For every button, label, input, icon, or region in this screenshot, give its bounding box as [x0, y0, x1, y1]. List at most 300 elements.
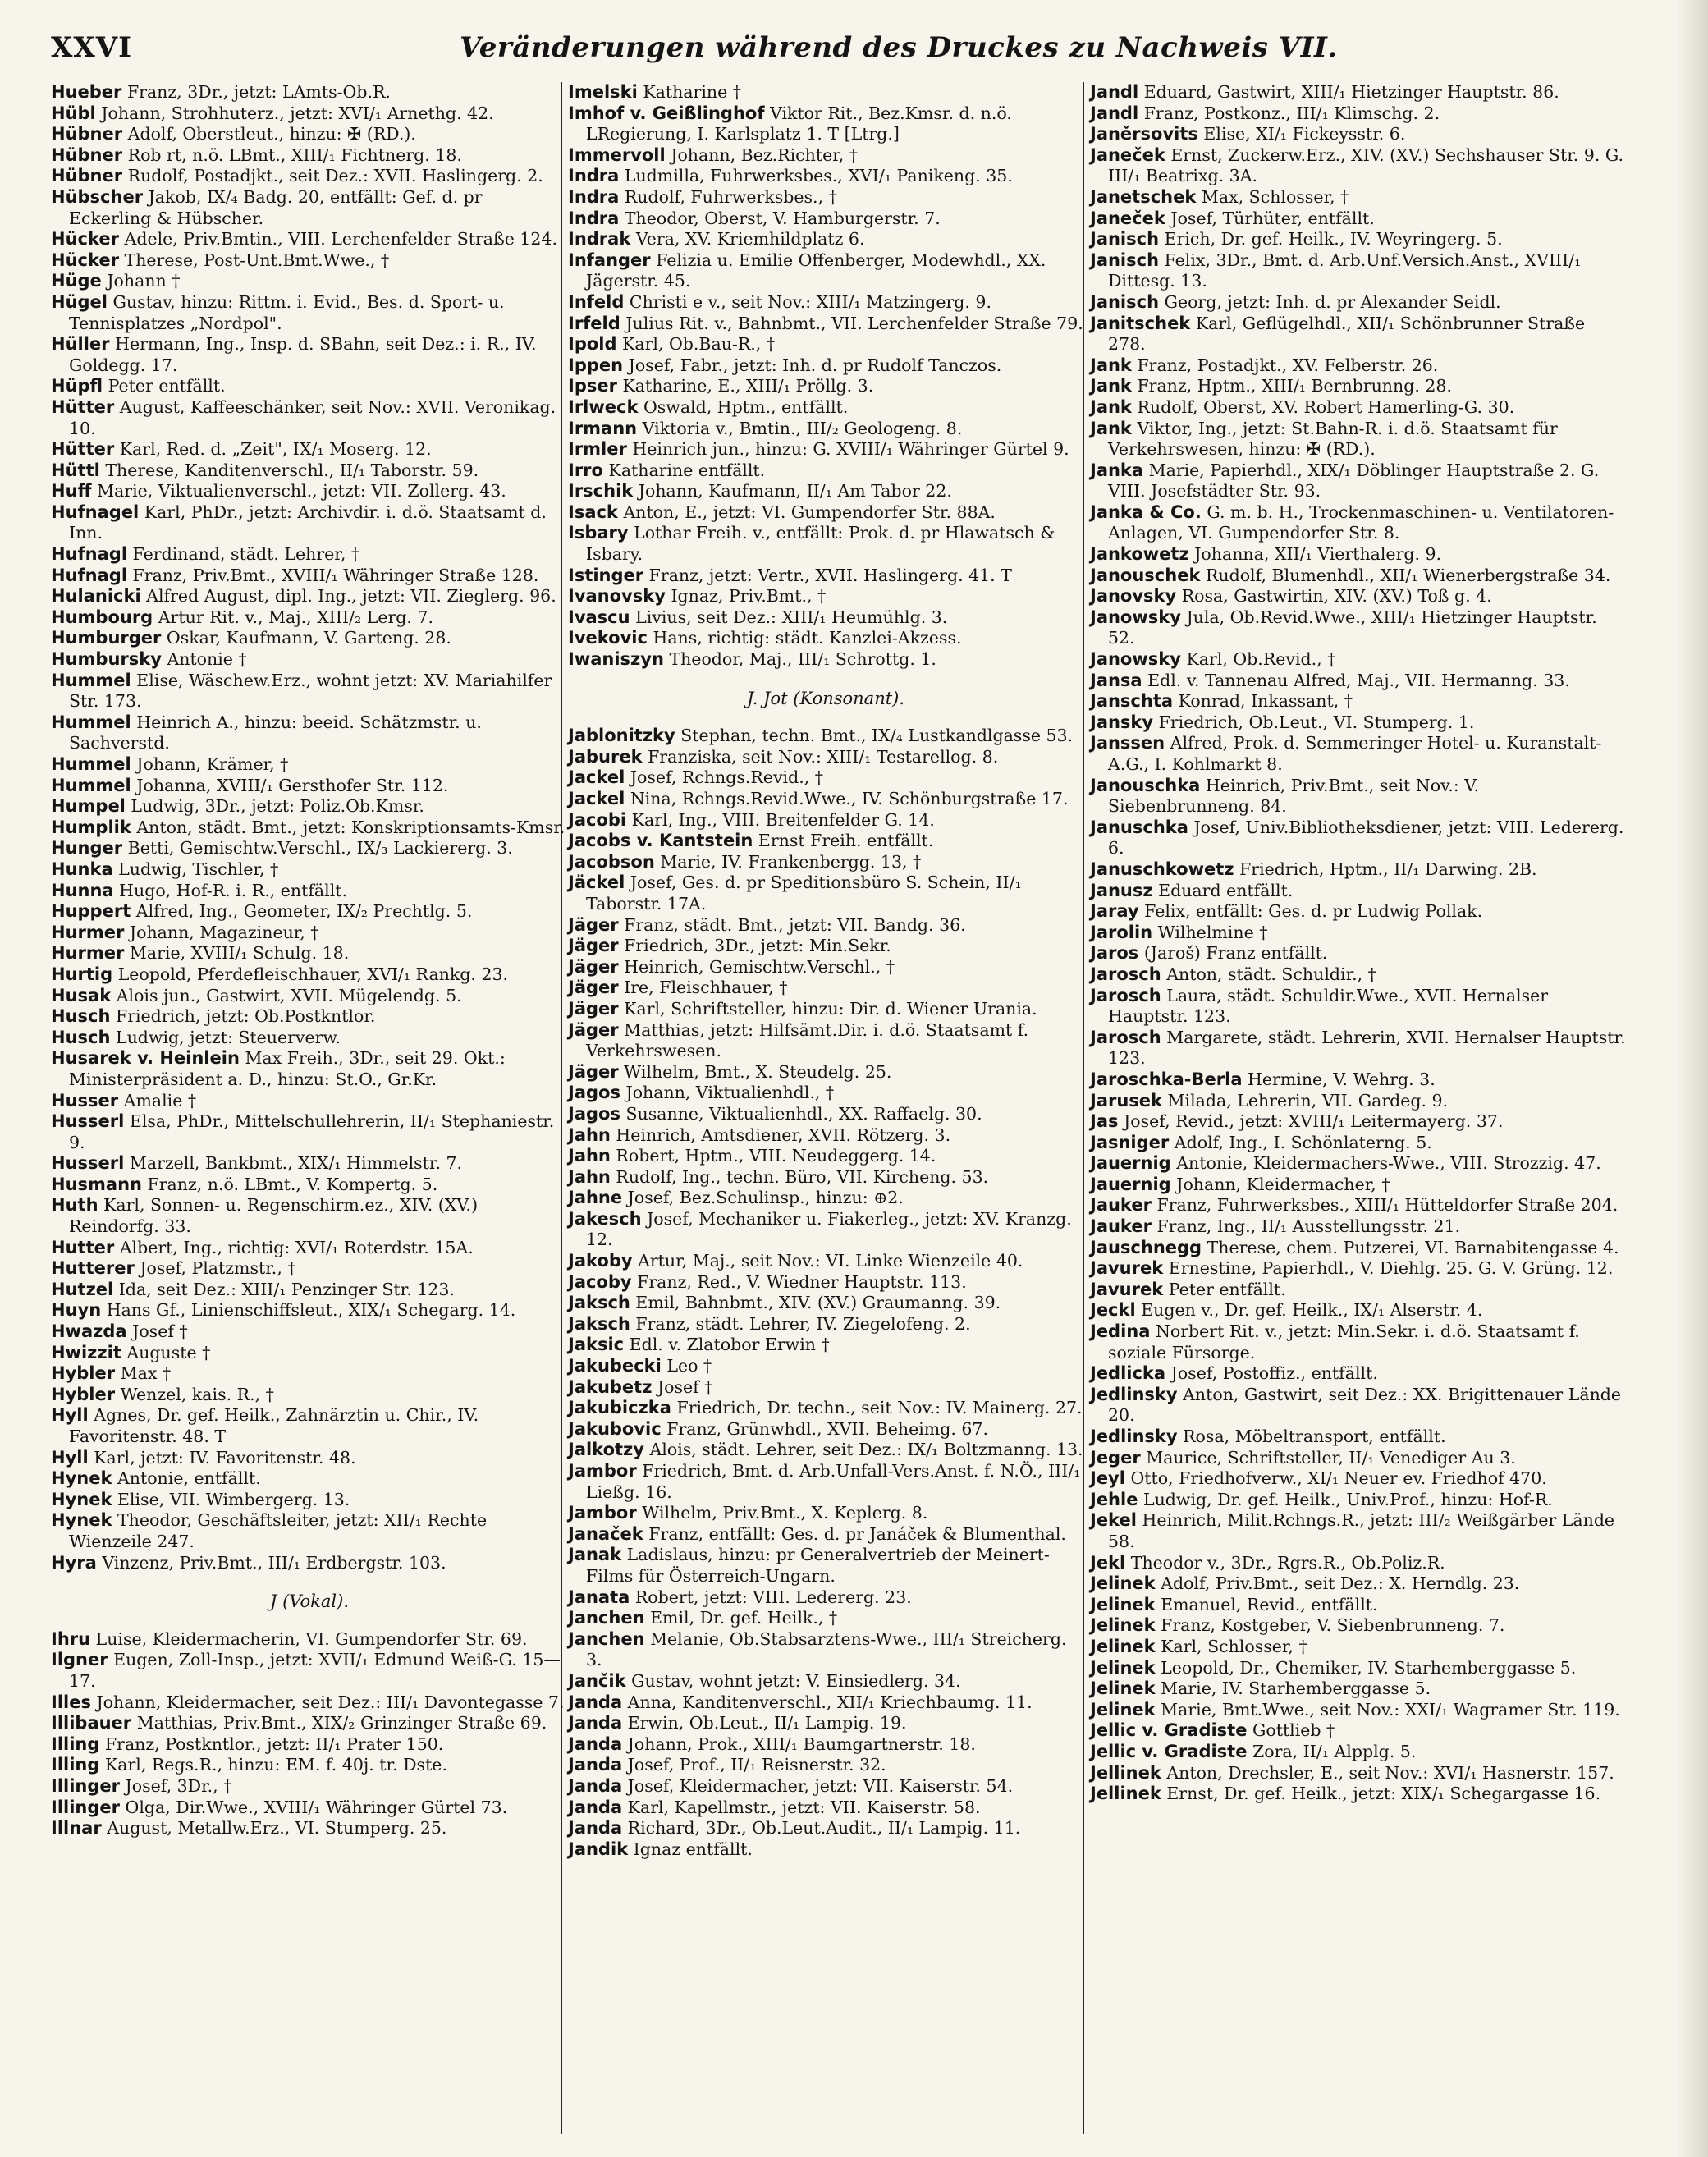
entry-details: Johann, Prok., XIII/₁ Baumgartnerstr. 18. — [627, 1733, 976, 1754]
entry-details: Theodor v., 3Dr., Rgrs.R., Ob.Poliz.R. — [1130, 1552, 1445, 1573]
directory-entry — [51, 671, 568, 712]
directory-entry — [51, 397, 568, 439]
entry-details: Wilhelmine † — [1157, 922, 1268, 942]
entry-details: Karl, Geflügelhdl., XII/₁ Schönbrunner Straße 278. — [1108, 313, 1586, 355]
directory-column-3 — [1090, 82, 1628, 1805]
entry-details: Leopold, Dr., Chemiker, IV. Starhemberggasse 5. — [1161, 1657, 1577, 1678]
directory-entry — [51, 1363, 568, 1385]
entry-details: Albert, Ing., richtig: XVI/₁ Roterdstr. 15A. — [119, 1237, 474, 1257]
entry-surname: Jaray — [1090, 901, 1139, 922]
entry-details: Felix, 3Dr., Bmt. d. Arb.Unf.Versich.Anst., XVIII/₁ Dittesg. 13. — [1108, 250, 1582, 291]
entry-details: Josef, Bez.Schulinsp., hinzu: ⊕2. — [627, 1188, 904, 1208]
directory-entry — [568, 1671, 1083, 1692]
entry-surname: Jakesch — [568, 1208, 642, 1229]
entry-surname: Hübner — [51, 144, 123, 165]
directory-entry — [51, 1510, 568, 1552]
directory-entry — [1090, 544, 1628, 566]
directory-entry — [51, 1713, 568, 1734]
entry-surname: Jagos — [568, 1103, 620, 1124]
entry-surname: Jauernig — [1090, 1153, 1171, 1174]
entry-details: Franz, jetzt: Vertr., XVII. Haslingerg. 41. T — [648, 565, 1012, 585]
entry-details: Emil, Dr. gef. Heilk., † — [650, 1608, 838, 1628]
entry-surname: Indra — [568, 208, 620, 228]
entry-surname: Husarek v. Heinlein — [51, 1048, 240, 1069]
entry-details: (Jaroš) Franz entfällt. — [1143, 943, 1328, 964]
entry-surname: Janaček — [568, 1523, 643, 1544]
directory-entry — [1090, 733, 1628, 775]
entry-surname: Hüttl — [51, 460, 100, 480]
entry-surname: Ilgner — [51, 1650, 108, 1670]
directory-entry — [568, 649, 1083, 671]
entry-surname: Ihru — [51, 1628, 91, 1649]
entry-details: Adolf, Priv.Bmt., seit Dez.: X. Herndlg. 23. — [1161, 1573, 1520, 1594]
entry-details: Hermann, Ing., Insp. d. SBahn, seit Dez.: i. R., IV. Goldegg. 17. — [69, 334, 537, 375]
directory-entry — [51, 1321, 568, 1343]
directory-entry — [568, 1377, 1083, 1399]
entry-details: Felizia u. Emilie Offenberger, Modewhdl., XX. Jägerstr. 45. — [586, 250, 1046, 291]
directory-entry — [568, 145, 1083, 167]
directory-entry — [1090, 943, 1628, 964]
entry-details: Elise, VII. Wimbergerg. 13. — [117, 1489, 350, 1509]
entry-surname: Jaroschka-Berla — [1090, 1069, 1243, 1089]
entry-surname: Janssen — [1090, 733, 1165, 753]
entry-surname: Jelinek — [1090, 1657, 1156, 1678]
directory-entry — [1090, 1763, 1628, 1784]
directory-entry — [568, 810, 1083, 831]
running-head: Veränderungen während des Druckes zu Nachweis VII. — [460, 31, 1338, 64]
directory-entry — [51, 82, 568, 103]
entry-surname: Jacobson — [568, 851, 655, 872]
entry-details: Jakob, IX/₄ Badg. 20, entfällt: Gef. d. pr Eckerling & Hübscher. — [69, 186, 483, 228]
entry-details: Karl, Ing., VIII. Breitenfelder G. 14. — [631, 809, 935, 830]
entry-surname: Jambor — [568, 1503, 637, 1523]
section-heading: J (Vokal). — [270, 1591, 349, 1612]
entry-details: Theodor, Geschäftsleiter, jetzt: XII/₁ Rechte Wienzeile 247. — [69, 1510, 488, 1551]
entry-surname: Javurek — [1090, 1258, 1164, 1279]
entry-details: Franz, Postadjkt., XV. Felberstr. 26. — [1137, 355, 1439, 375]
entry-surname: Hübner — [51, 124, 123, 144]
directory-entry — [568, 460, 1083, 482]
directory-entry — [568, 208, 1083, 230]
directory-entry — [568, 1755, 1083, 1776]
directory-entry — [568, 1209, 1083, 1251]
directory-entry — [568, 439, 1083, 460]
entry-surname: Illibauer — [51, 1713, 132, 1733]
directory-entry — [51, 1280, 568, 1301]
directory-entry — [1090, 1615, 1628, 1637]
directory-entry — [568, 1356, 1083, 1377]
page-number: XXVI — [51, 31, 133, 64]
directory-entry — [568, 1503, 1083, 1524]
entry-surname: Jellinek — [1090, 1762, 1161, 1783]
entry-details: Johann, Krämer, † — [136, 754, 289, 774]
directory-entry — [568, 1461, 1083, 1503]
entry-details: Zora, II/₁ Alpplg. 5. — [1252, 1741, 1417, 1761]
entry-surname: Janeček — [1090, 208, 1165, 228]
entry-details: Heinrich, Milit.Rchngs.R., jetzt: III/₂ Weißgärber Lände 58. — [1108, 1510, 1615, 1551]
entry-details: Friedrich, Hptm., II/₁ Darwing. 2B. — [1239, 859, 1537, 879]
entry-surname: Hütter — [51, 396, 115, 417]
entry-surname: Indrak — [568, 229, 631, 250]
directory-entry — [1090, 1595, 1628, 1616]
entry-surname: Jas — [1090, 1111, 1119, 1132]
directory-entry — [568, 1188, 1083, 1209]
entry-details: Therese, Post-Unt.Bmt.Wwe., † — [124, 250, 390, 270]
entry-surname: Ippen — [568, 355, 624, 375]
directory-entry — [51, 1175, 568, 1196]
entry-surname: Husch — [51, 1027, 111, 1047]
entry-surname: Humplik — [51, 817, 131, 837]
entry-details: Vinzenz, Priv.Bmt., III/₁ Erdbergstr. 103. — [102, 1552, 446, 1573]
entry-surname: Hueber — [51, 82, 122, 102]
entry-surname: Januschkowetz — [1090, 859, 1234, 879]
directory-entry — [568, 481, 1083, 502]
directory-entry — [1090, 229, 1628, 250]
entry-surname: Jarosch — [1090, 964, 1161, 984]
entry-surname: Jahne — [568, 1188, 623, 1208]
entry-surname: Janda — [568, 1818, 623, 1839]
entry-surname: Husser — [51, 1090, 119, 1111]
directory-entry — [568, 1608, 1083, 1629]
entry-surname: Jank — [1090, 418, 1132, 438]
directory-entry — [51, 292, 568, 334]
entry-surname: Jančik — [568, 1670, 626, 1691]
entry-details: Marie, IV. Frankenbergg. 13, † — [660, 851, 922, 872]
directory-entry — [568, 936, 1083, 957]
directory-entry — [568, 1146, 1083, 1167]
entry-surname: Jarosch — [1090, 1027, 1161, 1047]
directory-entry — [51, 586, 568, 607]
directory-entry — [568, 789, 1083, 810]
entry-details: Peter entfällt. — [108, 376, 226, 396]
directory-entry — [51, 1692, 568, 1714]
entry-details: Ida, seit Dez.: XIII/₁ Penzinger Str. 123. — [118, 1279, 455, 1299]
entry-details: Ludwig, Tischler, † — [118, 859, 279, 879]
entry-details: Franz, n.ö. LBmt., V. Kompertg. 5. — [147, 1174, 438, 1194]
directory-entry — [1090, 1216, 1628, 1238]
entry-surname: Jäger — [568, 978, 619, 998]
directory-entry — [1090, 1427, 1628, 1448]
entry-surname: Jacobi — [568, 809, 627, 830]
entry-details: G. m. b. H., Trockenmaschinen- u. Ventilatoren-Anlagen, VI. Gumpendorfer Str. 8. — [1108, 501, 1614, 543]
entry-surname: Jelinek — [1090, 1636, 1156, 1656]
directory-entry — [568, 523, 1083, 565]
entry-surname: Imhof v. Geißlinghof — [568, 103, 765, 123]
directory-entry — [51, 964, 568, 986]
directory-entry — [1090, 1091, 1628, 1112]
directory-entry — [51, 923, 568, 944]
entry-details: Maurice, Schriftsteller, II/₁ Venediger Au 3. — [1146, 1447, 1516, 1468]
directory-entry — [568, 957, 1083, 978]
entry-details: Elsa, PhDr., Mittelschullehrerin, II/₁ Stephaniestr. 9. — [69, 1111, 555, 1152]
entry-surname: Infeld — [568, 291, 625, 312]
entry-details: Lothar Freih. v., entfällt: Prok. d. pr Hlawatsch & Isbary. — [586, 523, 1055, 565]
entry-details: Josef † — [657, 1376, 713, 1397]
entry-details: Max, Schlosser, † — [1201, 186, 1349, 207]
directory-entry — [1090, 586, 1628, 607]
entry-surname: Jansa — [1090, 670, 1142, 690]
entry-surname: Jäger — [568, 1019, 619, 1040]
entry-details: Katharine entfällt. — [608, 460, 766, 480]
entry-details: Norbert Rit. v., jetzt: Min.Sekr. i. d.ö. Staatsamt f. soziale Fürsorge. — [1108, 1321, 1580, 1362]
entry-surname: Immervoll — [568, 144, 666, 165]
entry-surname: Jahn — [568, 1146, 611, 1166]
directory-entry — [51, 796, 568, 817]
entry-details: Artur, Maj., seit Nov.: VI. Linke Wienzeile 40. — [638, 1251, 1023, 1271]
entry-details: Antonie, Kleidermachers-Wwe., VIII. Strozzig. 47. — [1176, 1153, 1601, 1174]
entry-surname: Hynek — [51, 1489, 112, 1509]
directory-entry — [1090, 103, 1628, 125]
entry-details: Edl. v. Zlatobor Erwin † — [629, 1335, 830, 1355]
directory-entry — [1090, 712, 1628, 734]
entry-surname: Humbourg — [51, 607, 153, 627]
entry-surname: Hynek — [51, 1468, 112, 1489]
directory-entry — [568, 566, 1083, 587]
directory-column-2 — [568, 82, 1083, 1860]
entry-details: Franz, städt. Bmt., jetzt: VII. Bandg. 36. — [624, 914, 966, 935]
entry-surname: Jankowetz — [1090, 544, 1189, 565]
entry-details: Josef, Rchngs.Revid., † — [630, 767, 824, 788]
directory-entry — [568, 1545, 1083, 1587]
entry-surname: Hufnagl — [51, 565, 128, 585]
entry-details: Wenzel, kais. R., † — [120, 1384, 274, 1404]
entry-surname: Hunger — [51, 838, 123, 859]
directory-entry — [1090, 250, 1628, 292]
directory-entry — [1090, 817, 1628, 859]
entry-details: Viktor, Ing., jetzt: St.Bahn-R. i. d.ö. Staatsamt für Verkehrswesen, hinzu: ✠ (RD.). — [1108, 418, 1558, 460]
entry-surname: Jelinek — [1090, 1573, 1156, 1594]
directory-entry — [568, 419, 1083, 440]
entry-surname: Hücker — [51, 229, 119, 250]
directory-entry — [1090, 314, 1628, 355]
entry-surname: Jeger — [1090, 1447, 1141, 1468]
entry-surname: Hyll — [51, 1405, 89, 1426]
entry-details: Hans, richtig: städt. Kanzlei-Akzess. — [653, 628, 962, 648]
entry-surname: Hüller — [51, 334, 110, 355]
entry-surname: Hynek — [51, 1510, 112, 1531]
entry-details: Marie, IV. Starhemberggasse 5. — [1161, 1678, 1431, 1699]
entry-details: Milada, Lehrerin, VII. Gardeg. 9. — [1167, 1090, 1449, 1111]
directory-entry — [568, 82, 1083, 103]
entry-details: Gustav, hinzu: Rittm. i. Evid., Bes. d. Sport- u. Tennisplatzes „Nordpol". — [69, 291, 505, 333]
directory-entry — [1090, 691, 1628, 712]
entry-surname: Illnar — [51, 1818, 102, 1839]
directory-entry — [51, 103, 568, 125]
entry-surname: Humpel — [51, 796, 126, 817]
entry-surname: Hüpfl — [51, 376, 103, 396]
directory-entry — [568, 1167, 1083, 1188]
directory-entry — [51, 460, 568, 482]
directory-entry — [51, 250, 568, 272]
entry-surname: Husserl — [51, 1153, 125, 1174]
entry-surname: Huth — [51, 1195, 98, 1216]
entry-surname: Jelinek — [1090, 1699, 1156, 1720]
entry-details: Johann, Kaufmann, II/₁ Am Tabor 22. — [638, 481, 952, 501]
entry-details: Karl, jetzt: IV. Favoritenstr. 48. — [94, 1447, 356, 1468]
directory-entry — [51, 1734, 568, 1756]
entry-surname: Jedlinsky — [1090, 1384, 1178, 1404]
entry-surname: Jaksch — [568, 1293, 630, 1313]
directory-entry — [1090, 1175, 1628, 1196]
directory-entry — [1090, 502, 1628, 544]
directory-entry — [51, 1111, 568, 1153]
directory-entry — [1090, 1742, 1628, 1763]
entry-details: Anton, städt. Schuldir., † — [1166, 964, 1376, 984]
entry-details: Eugen v., Dr. gef. Heilk., IX/₁ Alserstr. 4. — [1141, 1300, 1483, 1321]
directory-entry — [568, 1440, 1083, 1461]
entry-surname: Huff — [51, 481, 92, 501]
entry-details: Marie, Viktualienverschl., jetzt: VII. Zollerg. 43. — [97, 481, 506, 501]
entry-details: Robert, Hptm., VIII. Neudeggerg. 14. — [616, 1146, 936, 1166]
directory-entry — [568, 1335, 1083, 1356]
entry-surname: Hummel — [51, 775, 131, 795]
directory-entry — [51, 1343, 568, 1364]
entry-surname: Jacoby — [568, 1271, 632, 1292]
entry-details: Melanie, Ob.Stabsarztens-Wwe., III/₁ Streicherg. 3. — [586, 1628, 1067, 1670]
entry-details: August, Metallw.Erz., VI. Stumperg. 25. — [107, 1818, 447, 1839]
directory-entry — [51, 271, 568, 292]
directory-entry — [1090, 460, 1628, 502]
entry-details: Johann, Viktualienhdl., † — [625, 1083, 835, 1103]
entry-surname: Janouschek — [1090, 565, 1201, 585]
entry-details: Alfred August, dipl. Ing., jetzt: VII. Zieglerg. 96. — [146, 586, 556, 607]
directory-entry — [51, 1490, 568, 1511]
directory-entry — [51, 1153, 568, 1175]
entry-details: Anton, Gastwirt, seit Dez.: XX. Brigittenauer Lände 20. — [1108, 1384, 1622, 1426]
directory-entry — [568, 1104, 1083, 1125]
directory-entry — [568, 831, 1083, 852]
entry-surname: Jelinek — [1090, 1594, 1156, 1614]
directory-entry — [1090, 1238, 1628, 1259]
entry-details: Ludmilla, Fuhrwerksbes., XVI/₁ Panikeng. 35. — [624, 166, 1013, 186]
directory-entry — [568, 586, 1083, 607]
entry-details: Friedrich, 3Dr., jetzt: Min.Sekr. — [624, 936, 891, 956]
entry-details: Adolf, Oberstleut., hinzu: ✠ (RD.). — [127, 124, 416, 144]
directory-entry — [51, 986, 568, 1007]
directory-entry — [51, 1091, 568, 1112]
entry-details: Ire, Fleischhauer, † — [624, 978, 788, 998]
entry-details: Ludwig, 3Dr., jetzt: Poliz.Ob.Kmsr. — [131, 796, 424, 817]
entry-details: Theodor, Oberst, V. Hamburgerstr. 7. — [624, 208, 941, 228]
entry-details: Marie, Bmt.Wwe., seit Nov.: XXI/₁ Wagramer Str. 119. — [1161, 1699, 1620, 1720]
directory-entry — [1090, 1784, 1628, 1805]
entry-surname: Hütter — [51, 439, 115, 460]
entry-surname: Hurtig — [51, 964, 113, 984]
directory-entry — [51, 754, 568, 776]
entry-surname: Janda — [568, 1775, 623, 1796]
directory-entry — [1090, 187, 1628, 208]
directory-entry — [1090, 1111, 1628, 1133]
directory-entry — [51, 838, 568, 859]
entry-details: Johann, Bez.Richter, † — [671, 144, 859, 165]
entry-surname: Janata — [568, 1587, 630, 1607]
directory-entry — [51, 1468, 568, 1490]
entry-surname: Jakubecki — [568, 1356, 662, 1376]
entry-details: Josef, Türhüter, entfällt. — [1170, 208, 1375, 228]
entry-details: Johann, Magazineur, † — [129, 922, 319, 942]
directory-entry — [51, 1028, 568, 1049]
entry-details: Auguste † — [126, 1342, 211, 1362]
entry-surname: Janda — [568, 1713, 623, 1733]
entry-details: Theodor, Maj., III/₁ Schrottg. 1. — [669, 649, 936, 670]
entry-surname: Jaksch — [568, 1313, 630, 1334]
directory-entry — [51, 166, 568, 187]
directory-entry — [568, 1419, 1083, 1440]
entry-surname: Irschik — [568, 481, 634, 501]
entry-surname: Janschta — [1090, 691, 1174, 712]
entry-surname: Jellic v. Gradiste — [1090, 1741, 1248, 1761]
entry-details: Marie, Papierhdl., XIX/₁ Döblinger Hauptstraße 2. G. VIII. Josefstädter Str. 93. — [1108, 460, 1600, 501]
entry-details: Ernestine, Papierhdl., V. Diehlg. 25. G. V. Grüng. 12. — [1168, 1258, 1614, 1279]
entry-surname: Hwizzit — [51, 1342, 121, 1362]
entry-details: Josef, Platzmstr., † — [140, 1258, 296, 1279]
entry-details: Franziska, seit Nov.: XIII/₁ Testarellog. 8. — [648, 746, 999, 767]
entry-surname: Irlweck — [568, 396, 639, 417]
entry-surname: Husmann — [51, 1174, 142, 1194]
directory-entry — [568, 978, 1083, 999]
entry-surname: Hybler — [51, 1363, 116, 1384]
directory-entry — [51, 859, 568, 881]
entry-details: Emanuel, Revid., entfällt. — [1161, 1594, 1378, 1614]
directory-entry — [51, 776, 568, 797]
entry-surname: Janka — [1090, 460, 1144, 480]
entry-surname: Jaksic — [568, 1335, 625, 1355]
directory-entry — [568, 1398, 1083, 1419]
entry-details: Olga, Dir.Wwe., XVIII/₁ Währinger Gürtel 73. — [125, 1797, 508, 1817]
entry-surname: Istinger — [568, 565, 644, 585]
entry-details: Christi e v., seit Nov.: XIII/₁ Matzingerg. 9. — [629, 291, 991, 312]
entry-details: Peter entfällt. — [1168, 1279, 1286, 1299]
entry-details: Gustav, wohnt jetzt: V. Einsiedlerg. 34. — [631, 1670, 961, 1691]
entry-details: Alois, städt. Lehrer, seit Dez.: IX/₁ Boltzmanng. 13. — [649, 1440, 1083, 1460]
directory-entry — [568, 607, 1083, 629]
column-divider — [1083, 82, 1084, 2134]
entry-details: Artur Rit. v., Maj., XIII/₂ Lerg. 7. — [158, 607, 433, 627]
entry-details: Ignaz, Priv.Bmt., † — [671, 586, 827, 607]
directory-entry — [1090, 1300, 1628, 1321]
entry-surname: Jekel — [1090, 1510, 1137, 1531]
entry-surname: Humburger — [51, 628, 162, 648]
directory-entry — [1090, 124, 1628, 145]
entry-surname: Janisch — [1090, 250, 1160, 270]
entry-details: Karl, Schlosser, † — [1161, 1636, 1307, 1656]
directory-entry — [568, 334, 1083, 355]
entry-surname: Hummel — [51, 670, 131, 690]
entry-surname: Ipser — [568, 376, 617, 396]
directory-entry — [568, 502, 1083, 524]
entry-surname: Jehle — [1090, 1489, 1138, 1509]
entry-details: Franz, städt. Lehrer, IV. Ziegelofeng. 2. — [635, 1313, 971, 1334]
directory-entry — [51, 1006, 568, 1028]
entry-surname: Husak — [51, 985, 112, 1005]
entry-details: Wilhelm, Bmt., X. Steudelg. 25. — [624, 1061, 892, 1082]
directory-entry — [568, 1062, 1083, 1083]
entry-details: Karl, Kapellmstr., jetzt: VII. Kaiserstr. 58. — [627, 1797, 981, 1817]
entry-surname: Hufnagel — [51, 501, 140, 522]
entry-surname: Jarusek — [1090, 1090, 1162, 1111]
entry-details: Johann, Kleidermacher, † — [1176, 1174, 1390, 1194]
entry-surname: Hyll — [51, 1447, 89, 1468]
entry-details: Karl, PhDr., jetzt: Archivdir. i. d.ö. Staatsamt d. Inn. — [69, 501, 547, 543]
directory-entry — [568, 103, 1083, 145]
directory-entry — [51, 334, 568, 376]
entry-details: Luise, Kleidermacherin, VI. Gumpendorfer Str. 69. — [95, 1628, 528, 1649]
entry-details: Matthias, Priv.Bmt., XIX/₂ Grinzinger Straße 69. — [136, 1713, 547, 1733]
entry-surname: Jablonitzky — [568, 726, 675, 746]
entry-surname: Javurek — [1090, 1279, 1164, 1299]
entry-surname: Janowsky — [1090, 649, 1181, 670]
entry-details: Franz, Priv.Bmt., XVIII/₁ Währinger Straße 128. — [132, 565, 539, 585]
